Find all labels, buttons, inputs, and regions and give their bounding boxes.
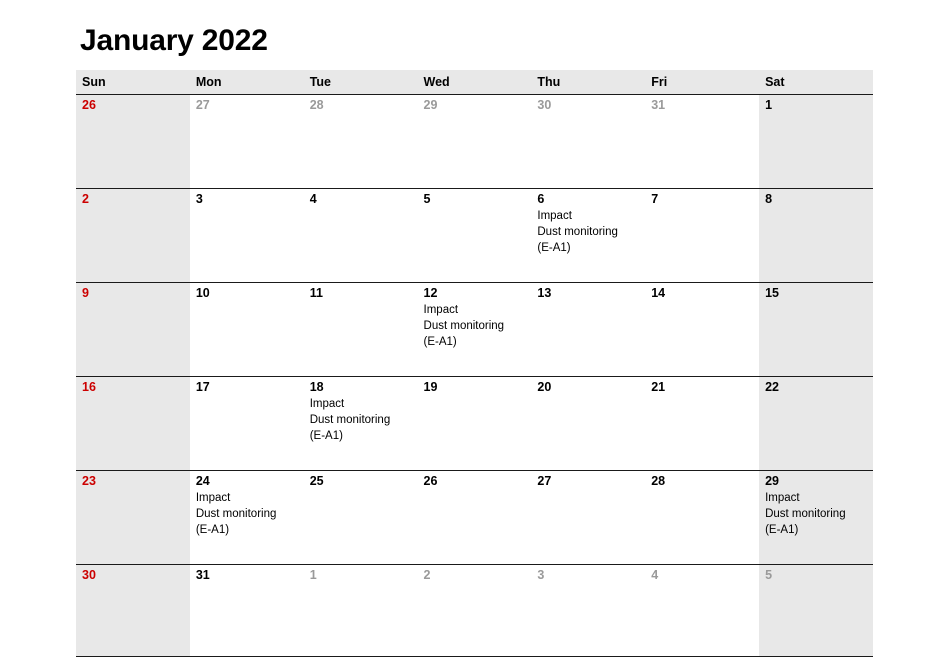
day-number: 30 <box>537 98 552 112</box>
day-number: 28 <box>309 98 324 112</box>
event-line: Dust monitoring <box>423 320 505 332</box>
calendar-day-cell[interactable] <box>645 471 759 565</box>
calendar-day-cell[interactable] <box>418 95 532 189</box>
day-number: 15 <box>765 286 779 300</box>
calendar-day-cell[interactable] <box>418 283 532 377</box>
day-number: 22 <box>765 380 779 394</box>
calendar-day-cell[interactable] <box>418 471 532 565</box>
weekday-header-sun: Sun <box>76 70 190 95</box>
calendar-week-row <box>76 95 873 189</box>
calendar-day-cell[interactable] <box>531 283 645 377</box>
day-number: 19 <box>423 380 438 394</box>
day-number: 29 <box>765 474 779 488</box>
calendar-day-cell[interactable] <box>531 471 645 565</box>
day-number: 2 <box>423 568 431 582</box>
calendar-header <box>76 70 873 95</box>
calendar-day-cell[interactable] <box>76 189 190 283</box>
calendar-week-row <box>76 377 873 471</box>
day-number: 21 <box>651 380 666 394</box>
weekday-header-sat: Sat <box>759 70 873 95</box>
calendar-day-cell[interactable] <box>759 95 873 189</box>
calendar-day-cell[interactable] <box>76 377 190 471</box>
event-line: Dust monitoring <box>537 226 618 238</box>
event-line: Dust monitoring <box>309 414 391 426</box>
weekday-header-mon: Mon <box>190 70 304 95</box>
calendar-body <box>76 95 873 657</box>
day-number: 11 <box>309 286 323 300</box>
page-title: January 2022 <box>80 24 268 57</box>
day-number: 31 <box>195 568 210 582</box>
calendar-day-cell[interactable] <box>304 95 418 189</box>
event-line: (E-A1) <box>423 336 457 348</box>
day-number: 24 <box>195 474 210 488</box>
day-events[interactable] <box>196 490 299 538</box>
calendar-week-row <box>76 565 873 657</box>
day-number: 29 <box>423 98 438 112</box>
calendar-week-row <box>76 283 873 377</box>
calendar-day-cell[interactable] <box>190 95 304 189</box>
calendar-day-cell[interactable] <box>531 95 645 189</box>
day-number: 27 <box>195 98 210 112</box>
event-line: (E-A1) <box>309 430 343 442</box>
day-number: 3 <box>195 192 203 206</box>
day-number: 4 <box>309 192 317 206</box>
day-number: 2 <box>82 192 89 206</box>
day-events[interactable] <box>310 396 413 444</box>
calendar-day-cell[interactable] <box>531 565 645 657</box>
day-number: 27 <box>537 474 552 488</box>
calendar-day-cell[interactable] <box>190 471 304 565</box>
day-number: 1 <box>765 98 773 112</box>
event-line: Impact <box>765 492 800 504</box>
calendar-day-cell[interactable] <box>759 377 873 471</box>
event-line: Impact <box>423 304 459 316</box>
day-number: 18 <box>309 380 324 394</box>
calendar-day-cell[interactable] <box>304 189 418 283</box>
day-number: 23 <box>82 474 96 488</box>
day-number: 14 <box>651 286 666 300</box>
day-number: 5 <box>423 192 431 206</box>
weekday-header-tue: Tue <box>304 70 418 95</box>
calendar-day-cell[interactable] <box>304 471 418 565</box>
calendar-day-cell[interactable] <box>759 471 873 565</box>
calendar-day-cell[interactable] <box>190 565 304 657</box>
calendar-day-cell[interactable] <box>304 377 418 471</box>
calendar-day-cell[interactable] <box>645 377 759 471</box>
day-number: 28 <box>651 474 666 488</box>
event-line: (E-A1) <box>765 524 799 536</box>
weekday-header-fri: Fri <box>645 70 759 95</box>
day-events[interactable] <box>765 490 868 538</box>
day-number: 25 <box>309 474 324 488</box>
calendar-day-cell[interactable] <box>418 377 532 471</box>
day-number: 20 <box>537 380 552 394</box>
day-number: 3 <box>537 568 545 582</box>
calendar-day-cell[interactable] <box>645 565 759 657</box>
calendar-day-cell[interactable] <box>190 377 304 471</box>
day-number: 6 <box>537 192 545 206</box>
calendar-day-cell[interactable] <box>531 377 645 471</box>
event-line: Dust monitoring <box>195 508 277 520</box>
calendar-day-cell[interactable] <box>76 283 190 377</box>
day-number: 1 <box>309 568 317 582</box>
calendar-day-cell[interactable] <box>76 565 190 657</box>
weekday-header-thu: Thu <box>531 70 645 95</box>
day-number: 12 <box>423 286 438 300</box>
calendar-week-row <box>76 189 873 283</box>
calendar-day-cell[interactable] <box>190 189 304 283</box>
event-line: (E-A1) <box>537 242 571 254</box>
calendar-week-row <box>76 471 873 565</box>
day-number: 5 <box>765 568 773 582</box>
day-number: 30 <box>82 568 96 582</box>
day-number: 7 <box>651 192 659 206</box>
calendar-day-cell[interactable] <box>645 95 759 189</box>
event-line: (E-A1) <box>195 524 230 536</box>
day-events[interactable] <box>424 302 527 350</box>
weekday-header-row <box>76 70 873 95</box>
day-number: 26 <box>423 474 438 488</box>
day-number: 13 <box>537 286 552 300</box>
calendar-day-cell[interactable] <box>418 189 532 283</box>
calendar-day-cell[interactable] <box>759 565 873 657</box>
event-line: Impact <box>309 398 345 410</box>
calendar-day-cell[interactable] <box>418 565 532 657</box>
calendar-day-cell[interactable] <box>645 189 759 283</box>
event-line: Dust monitoring <box>765 508 846 520</box>
event-line: Impact <box>537 210 572 222</box>
day-number: 16 <box>82 380 96 394</box>
event-line: Impact <box>195 492 231 504</box>
calendar-day-cell[interactable] <box>645 283 759 377</box>
day-number: 9 <box>82 286 89 300</box>
day-number: 31 <box>651 98 666 112</box>
day-number: 17 <box>195 380 210 394</box>
day-number: 26 <box>82 98 96 112</box>
calendar-day-cell[interactable] <box>304 565 418 657</box>
calendar-day-cell[interactable] <box>759 189 873 283</box>
day-number: 4 <box>651 568 659 582</box>
day-number: 10 <box>195 286 210 300</box>
calendar-table <box>76 70 873 657</box>
day-number: 8 <box>765 192 773 206</box>
calendar-day-cell[interactable] <box>76 471 190 565</box>
calendar-day-cell[interactable] <box>759 283 873 377</box>
calendar-day-cell[interactable] <box>76 95 190 189</box>
weekday-header-wed: Wed <box>418 70 532 95</box>
calendar-day-cell[interactable] <box>190 283 304 377</box>
calendar-day-cell[interactable] <box>304 283 418 377</box>
calendar-day-cell[interactable] <box>531 189 645 283</box>
day-events[interactable] <box>537 208 640 256</box>
